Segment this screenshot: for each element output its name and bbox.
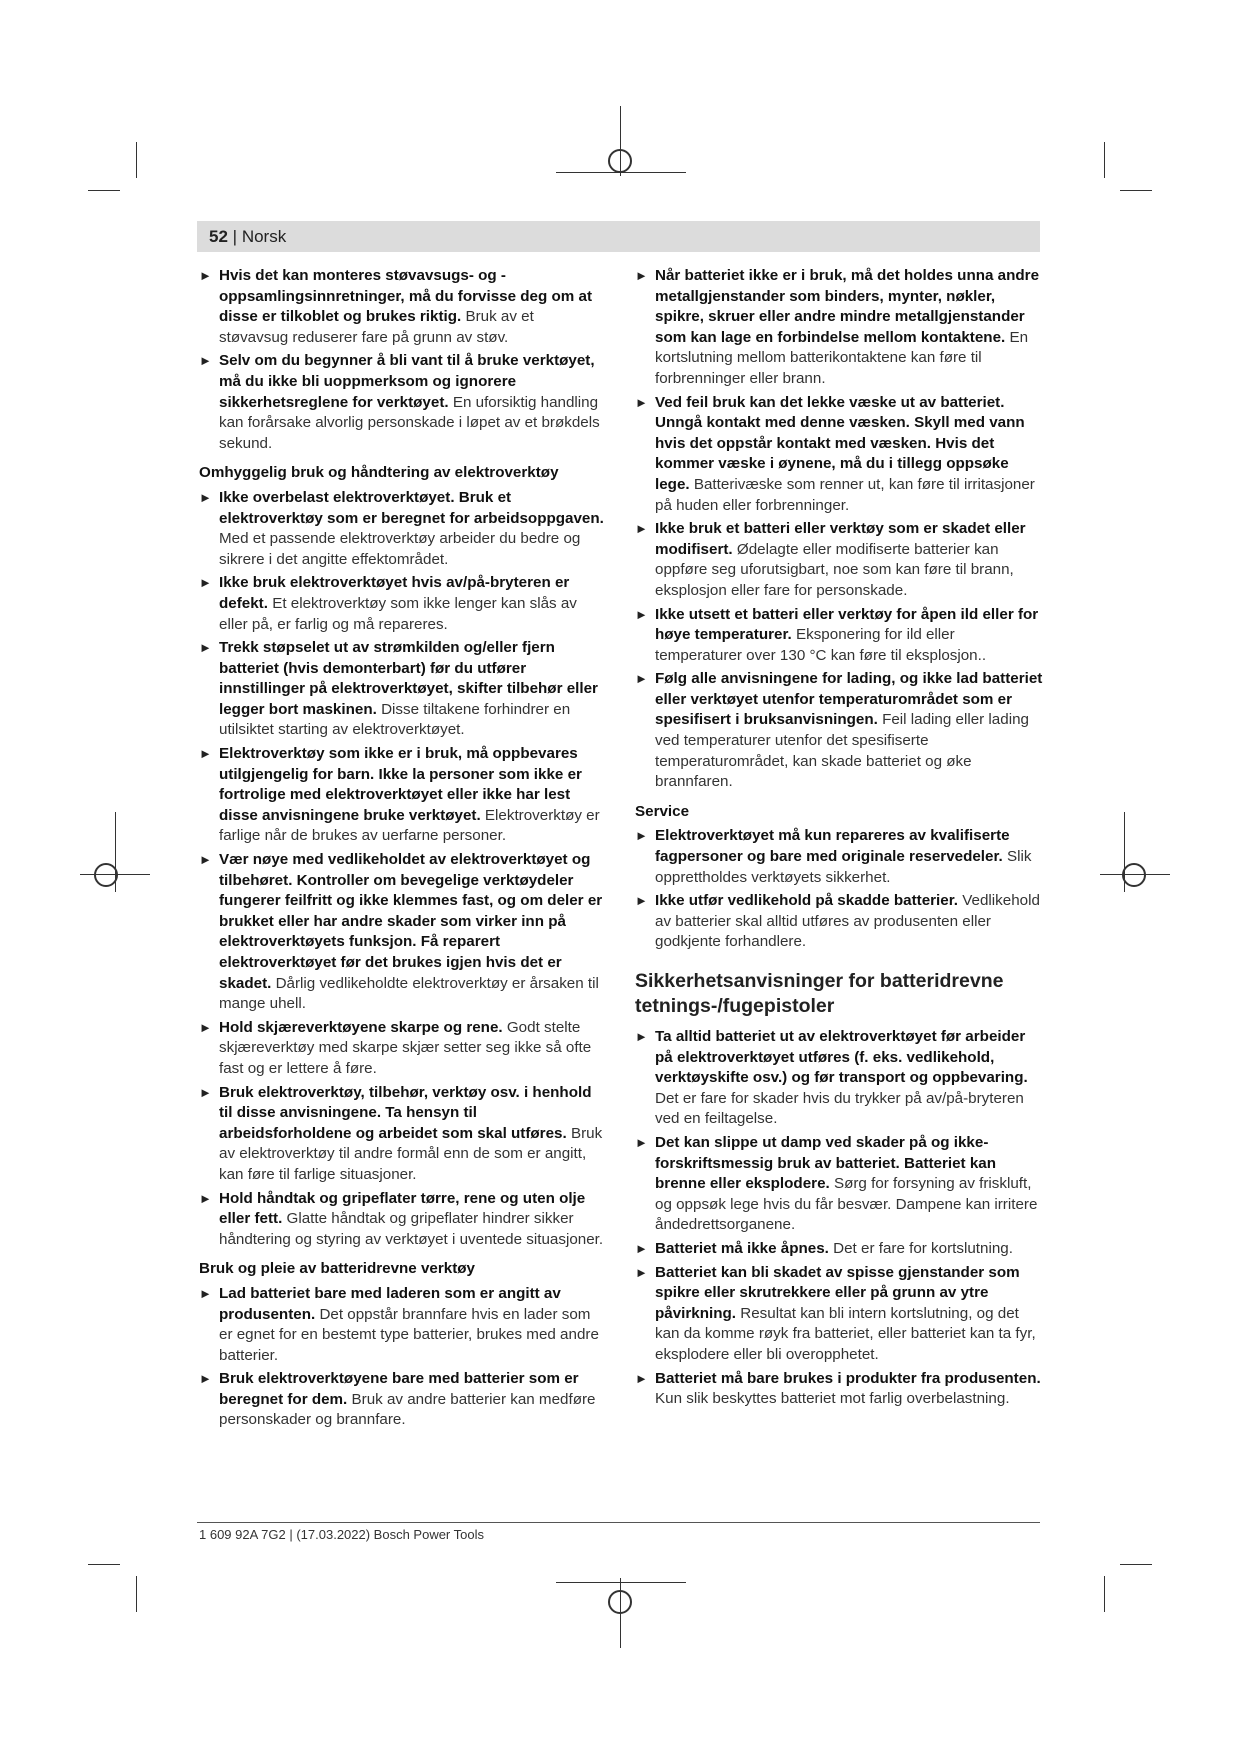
bullet-arrow-icon: ►: [635, 1370, 648, 1386]
item-bold-text: Ta alltid batteriet ut av elektroverktøyet før arbeider på elektroverktøyet utføres (f. eks. vedlikehold, verktøyskifte osv.) og før transport og oppbevaring.: [655, 1028, 1028, 1087]
item-bold-text: Ikke bruk et batteri eller verktøy som er skadet eller modifisert.: [655, 520, 1026, 558]
item-normal-text: Batterivæske som renner ut, kan føre til irritasjoner på huden eller forbrenninger.: [655, 475, 1035, 514]
bullet-arrow-icon: ►: [199, 1019, 212, 1035]
list-item: [635, 519, 1045, 601]
crop-mark: [1120, 1564, 1152, 1565]
bullet-arrow-icon: ►: [635, 828, 648, 844]
item-normal-text: Vedlikehold av batterier skal alltid utføres av produsenten eller godkjente forhandlere.: [655, 892, 1040, 951]
list-item: [199, 488, 607, 570]
bullet-arrow-icon: ►: [199, 489, 212, 505]
list-item: [635, 1133, 1045, 1236]
left-column: [199, 266, 607, 1434]
item-normal-text: Bruk av andre batterier kan medføre personskader og brannfare.: [219, 1390, 596, 1429]
item-normal-text: Eksponering for ild eller temperaturer over 130 °C kan føre til eksplosjon..: [655, 626, 987, 664]
item-normal-text: En uforsiktig handling kan forårsake alvorlig personskade i løpet av et brøkdels sekund.: [219, 393, 600, 452]
crop-mark: [136, 142, 137, 178]
item-normal-text: Bruk av et støvavsug reduserer fare på grunn av støv.: [219, 308, 534, 346]
crop-mark: [136, 1576, 137, 1612]
list-item: [199, 351, 607, 454]
bullet-arrow-icon: ►: [635, 606, 648, 622]
section-heading: Bruk og pleie av batteridrevne verktøy: [199, 1260, 476, 1278]
list-item: [199, 744, 607, 847]
item-bold-text: Hold skjæreverktøyene skarpe og rene.: [219, 1018, 503, 1036]
bullet-arrow-icon: ►: [199, 1190, 212, 1206]
header-language: Norsk: [241, 227, 287, 246]
item-bold-text: Bruk elektroverktøyene bare med batterier som er beregnet for dem.: [219, 1370, 579, 1408]
item-bold-text: Hold håndtak og gripeflater tørre, rene og uten olje eller fett.: [219, 1189, 586, 1228]
list-item: [635, 826, 1045, 888]
item-normal-text: Dårlig vedlikeholdte elektroverktøy er årsaken til mange uhell.: [219, 974, 599, 1013]
item-bold-text: Følg alle anvisningene for lading, og ikke lad batteriet eller verktøyet utenfor temperaturområdet som er spesifisert i bruksanvisningen.: [655, 670, 1043, 729]
item-bold-text: Hvis det kan monteres støvavsugs- og -oppsamlingsinnretninger, må du forvisse deg om at disse er tilkoblet og brukes riktig.: [219, 267, 593, 326]
header-text: [209, 227, 286, 247]
item-normal-text: Sørg for forsyning av friskluft, og oppsøk lege hvis du får besvær. Dampene kan irritere åndedrettsorganene.: [655, 1175, 1038, 1234]
bullet-arrow-icon: ►: [635, 1029, 648, 1044]
list-item: [199, 1083, 607, 1186]
item-bold-text: Når batteriet ikke er i bruk, må det holdes unna andre metallgjenstander som binders, mynter, nøkler, spikre, skruer eller andre mindre metallgjenstander som kan lage en forbindelse mellom kontaktene.: [655, 267, 1040, 346]
item-bold-text: Trekk støpselet ut av strømkilden og/eller fjern batteriet (hvis demonterbart) før du utfører innstillinger på elektroverktøyet, skifter tilbehør eller legger bort maskinen.: [219, 639, 598, 718]
item-normal-text: Godt stelte skjæreverktøy med skarpe skjær setter seg ikke så ofte fast og er lettere å føre.: [219, 1018, 592, 1077]
left-items-tool-use: [199, 488, 607, 1250]
item-bold-text: Batteriet kan bli skadet av spisse gjenstander som spikre eller skrutrekkere eller på grunn av ytre påvirkning.: [655, 1263, 1020, 1322]
list-item: [199, 266, 607, 348]
bullet-arrow-icon: ►: [635, 671, 648, 687]
item-normal-text: Resultat kan bli intern kortslutning, og det kan da komme røyk fra batteriet, eller batteriet kan ta fyr, eksplodere eller bli overopphetet.: [655, 1304, 1036, 1363]
item-bold-text: Elektroverktøyet må kun repareres av kvalifiserte fagpersoner og bare med originale reservedeler.: [655, 827, 1010, 866]
right-items-service: [635, 826, 1045, 953]
item-normal-text: Med et passende elektroverktøy arbeider du bedre og sikrere i det angitte effektområdet.: [219, 530, 581, 568]
bullet-arrow-icon: ►: [635, 1264, 648, 1280]
bullet-arrow-icon: ►: [635, 521, 648, 537]
bullet-arrow-icon: ►: [199, 746, 212, 762]
section-title: Sikkerhetsanvisninger for batteridrevne tetnings-/fugepistoler: [635, 970, 1004, 1017]
bullet-arrow-icon: ►: [635, 394, 648, 410]
item-normal-text: Slik opprettholdes verktøyets sikkerhet.: [655, 848, 1032, 886]
crop-mark: [1120, 190, 1152, 191]
right-column: [635, 266, 1045, 1413]
list-item: [199, 850, 607, 1015]
item-normal-text: Kun slik beskyttes batteriet mot farlig overbelastning.: [655, 1390, 1010, 1408]
item-bold-text: Bruk elektroverktøy, tilbehør, verktøy osv. i henhold til disse anvisningene. Ta hensyn til arbeidsforholdene og arbeidet som skal utføres.: [219, 1083, 592, 1142]
crop-mark: [88, 1564, 120, 1565]
bullet-arrow-icon: ►: [635, 1134, 648, 1150]
item-bold-text: Selv om du begynner å bli vant til å bruke verktøyet, må du ikke bli uoppmerksom og ignorere sikkerhetsreglene for verktøyet.: [219, 352, 595, 411]
left-items-battery-use: [199, 1284, 607, 1431]
item-normal-text: Feil lading eller lading ved temperaturer utenfor det spesifiserte temperaturområdet, kan skade batteriet og øke brannfaren.: [655, 711, 1029, 791]
item-bold-text: Lad batteriet bare med laderen som er angitt av produsenten.: [219, 1284, 561, 1323]
bullet-arrow-icon: ►: [199, 1084, 212, 1100]
list-item: [635, 891, 1045, 953]
item-bold-text: Vær nøye med vedlikeholdet av elektroverktøyet og tilbehøret. Kontroller om bevegelige verktøydeler fungerer feilfritt og ikke klemmes fast, og om deler er brukket eller har andre skader som virker inn på elektroverktøyets funksjon. Få reparert elektroverktøyet før det brukes igjen hvis det er skadet.: [219, 851, 603, 992]
bullet-arrow-icon: ►: [635, 893, 648, 909]
item-bold-text: Ikke bruk elektroverktøyet hvis av/på-bryteren er defekt.: [219, 574, 570, 612]
footer-divider: [197, 1522, 1040, 1523]
bullet-arrow-icon: ►: [199, 575, 212, 591]
crop-mark: [1104, 1576, 1105, 1612]
section-heading: Omhyggelig bruk og håndtering av elektroverktøy: [199, 464, 559, 482]
bullet-arrow-icon: ►: [199, 353, 212, 369]
item-normal-text: Det oppstår brannfare hvis en lader som er egnet for en bestemt type batterier, brukes med andre batterier.: [219, 1305, 599, 1364]
bullet-arrow-icon: ►: [199, 268, 212, 283]
list-item: [635, 1239, 1045, 1260]
item-bold-text: Ved feil bruk kan det lekke væske ut av batteriet. Unngå kontakt med denne væsken. Skyll med vann hvis det oppstår kontakt med væsken. Hvis det kommer væske i øynene, må du i tillegg oppsøke lege.: [655, 393, 1025, 493]
item-normal-text: Elektroverktøy er farlige når de brukes av uerfarne personer.: [219, 806, 600, 845]
list-item: [199, 1018, 607, 1080]
item-bold-text: Batteriet må bare brukes i produkter fra produsenten.: [655, 1369, 1041, 1387]
footer-text: 1 609 92A 7G2 | (17.03.2022) Bosch Power Tools: [199, 1527, 484, 1542]
registration-target-icon: [1122, 863, 1146, 887]
item-bold-text: Batteriet må ikke åpnes.: [655, 1239, 829, 1257]
registration-line: [556, 1582, 686, 1583]
item-bold-text: Elektroverktøy som ikke er i bruk, må oppbevares utilgjengelig for barn. Ikke la personer som ikke er fortrolige med elektroverktøyet eller ikke har lest disse anvisningene bruke verktøyet.: [219, 745, 582, 824]
bullet-arrow-icon: ►: [199, 1371, 212, 1387]
list-item: [199, 1189, 607, 1251]
left-items-top: [199, 266, 607, 454]
item-normal-text: En kortslutning mellom batterikontaktene kan føre til forbrenninger eller brann.: [655, 328, 1029, 387]
list-item: [635, 1369, 1045, 1410]
registration-target-icon: [608, 149, 632, 173]
bullet-arrow-icon: ►: [635, 1240, 648, 1256]
right-items-sealant-gun: [635, 1027, 1045, 1410]
page-number: 52: [209, 227, 228, 246]
bullet-arrow-icon: ►: [199, 640, 212, 656]
list-item: [635, 605, 1045, 667]
list-item: [635, 1263, 1045, 1366]
list-item: [635, 1027, 1045, 1130]
bullet-arrow-icon: ►: [199, 1285, 212, 1301]
item-normal-text: Det er fare for kortslutning.: [833, 1239, 1013, 1257]
header-separator: |: [232, 227, 238, 246]
list-item: [635, 393, 1045, 517]
item-normal-text: Glatte håndtak og gripeflater hindrer sikker håndtering og styring av verktøyet i uventede situasjoner.: [219, 1210, 604, 1248]
section-heading: Service: [635, 802, 690, 820]
item-bold-text: Ikke overbelast elektroverktøyet. Bruk et elektroverktøy som er beregnet for arbeidsoppgaven.: [219, 488, 604, 527]
item-normal-text: Ødelagte eller modifiserte batterier kan oppføre seg uforutsigbart, noe som kan føre til brann, eksplosjon eller fare for personskade.: [655, 540, 1014, 599]
list-item: [199, 1369, 607, 1431]
registration-target-icon: [94, 863, 118, 887]
item-bold-text: Ikke utsett et batteri eller verktøy for åpen ild eller for høye temperaturer.: [655, 605, 1039, 644]
item-normal-text: Bruk av elektroverktøy til andre formål enn de som er angitt, kan føre til farlige situasjoner.: [219, 1124, 603, 1183]
list-item: [635, 266, 1045, 390]
item-normal-text: Et elektroverktøy som ikke lenger kan slås av eller på, er farlig og må repareres.: [219, 594, 577, 633]
crop-mark: [1104, 142, 1105, 178]
bullet-arrow-icon: ►: [199, 852, 212, 868]
item-normal-text: Disse tiltakene forhindrer en utilsiktet starting av elektroverktøyet.: [219, 700, 571, 739]
list-item: [199, 1284, 607, 1366]
bullet-arrow-icon: ►: [635, 268, 648, 283]
list-item: [199, 573, 607, 635]
list-item: [635, 669, 1045, 793]
page-header: [197, 221, 1040, 252]
item-normal-text: Det er fare for skader hvis du trykker på av/på-bryteren ved en feiltagelse.: [655, 1089, 1024, 1128]
item-bold-text: Det kan slippe ut damp ved skader på og ikke-forskriftsmessig bruk av batteriet. Batteriet kan brenne eller eksplodere.: [655, 1133, 996, 1193]
list-item: [199, 638, 607, 741]
right-items-battery: [635, 266, 1045, 793]
registration-target-icon: [608, 1590, 632, 1614]
item-bold-text: Ikke utfør vedlikehold på skadde batterier.: [655, 892, 959, 910]
crop-mark: [88, 190, 120, 191]
